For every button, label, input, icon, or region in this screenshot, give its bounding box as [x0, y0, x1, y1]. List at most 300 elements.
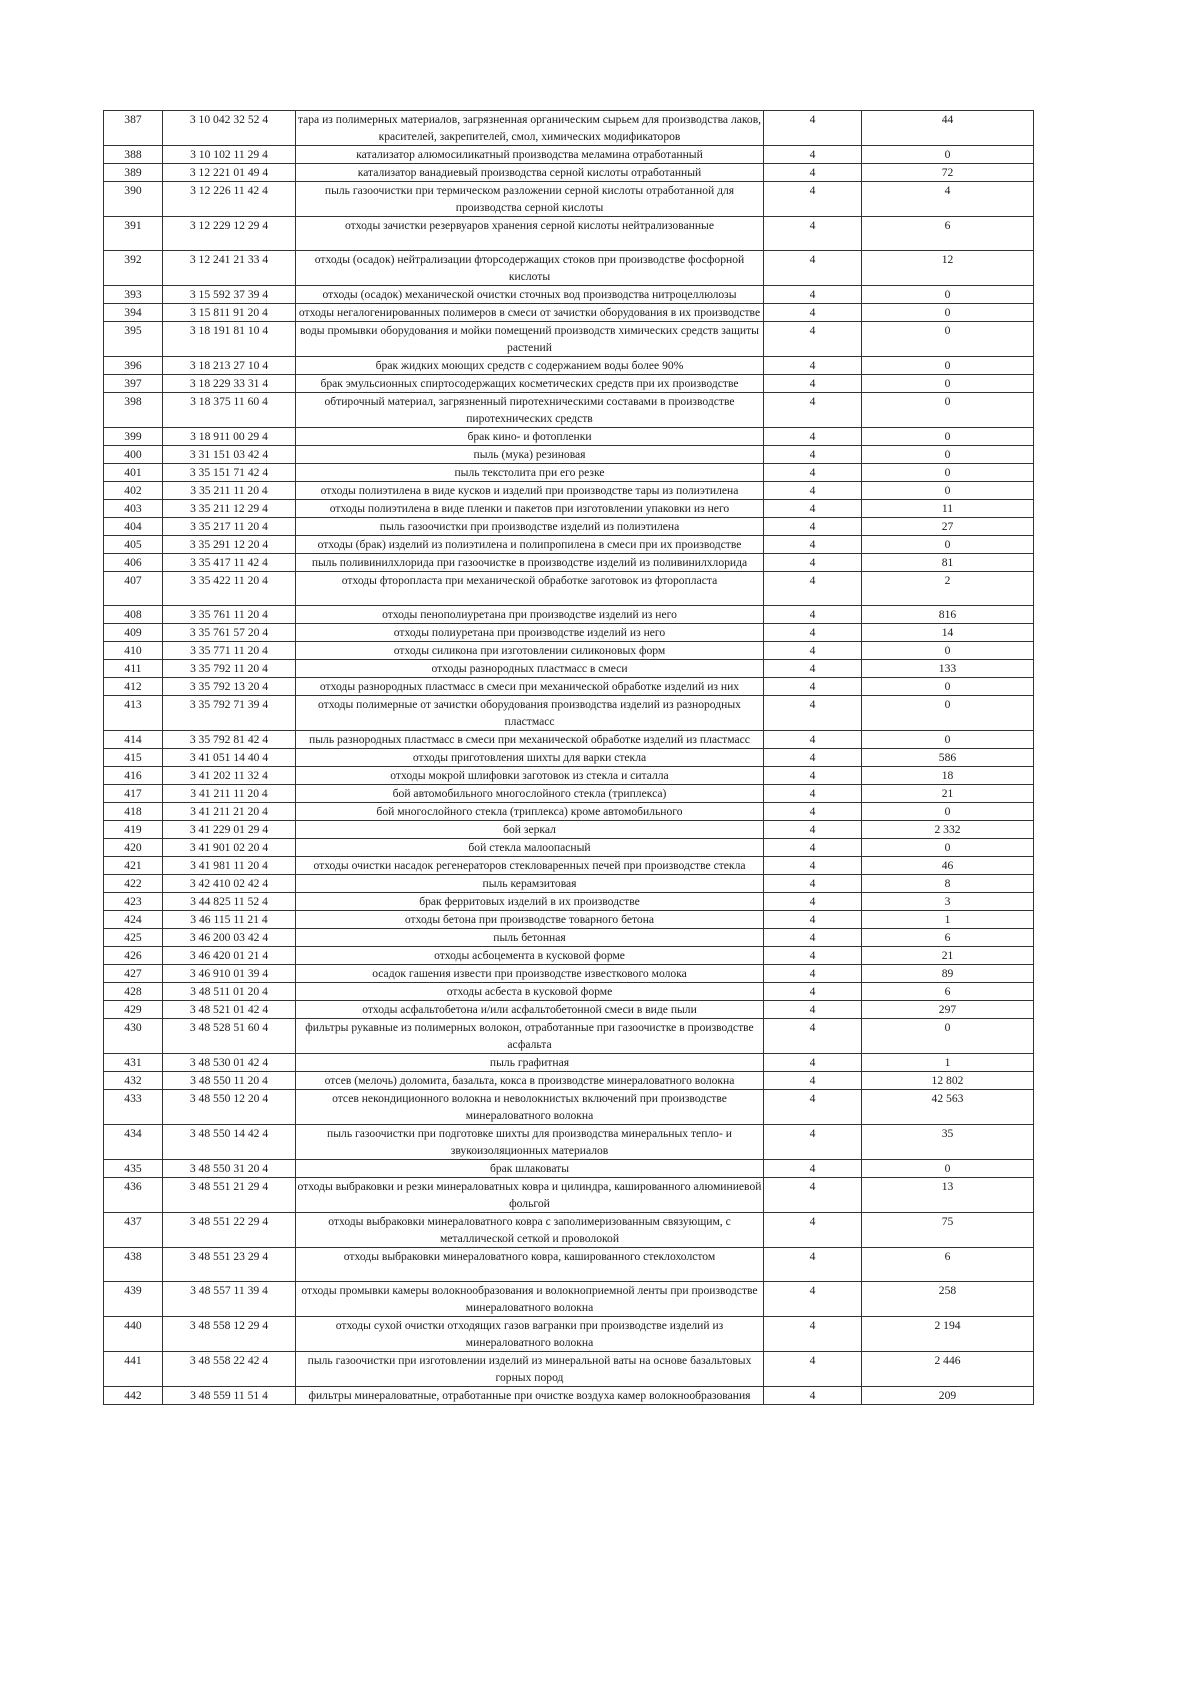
waste-name: брак жидких моющих средств с содержанием воды более 90%	[296, 357, 764, 375]
hazard-class: 4	[764, 785, 862, 803]
waste-code: 3 35 211 11 20 4	[163, 482, 296, 500]
table-row	[104, 146, 1034, 164]
hazard-class: 4	[764, 554, 862, 572]
hazard-class: 4	[764, 893, 862, 911]
table-row	[104, 911, 1034, 929]
waste-code: 3 48 550 14 42 4	[163, 1125, 296, 1160]
row-number: 392	[104, 251, 163, 286]
waste-code: 3 48 551 21 29 4	[163, 1178, 296, 1213]
table-row	[104, 857, 1034, 875]
quantity: 8	[862, 875, 1034, 893]
quantity: 0	[862, 464, 1034, 482]
hazard-class: 4	[764, 1387, 862, 1405]
waste-name: катализатор алюмосиликатный производства меламина отработанный	[296, 146, 764, 164]
table-row	[104, 785, 1034, 803]
waste-table-body	[104, 111, 1034, 1405]
waste-code: 3 48 550 11 20 4	[163, 1072, 296, 1090]
waste-code: 3 46 115 11 21 4	[163, 911, 296, 929]
waste-code: 3 18 213 27 10 4	[163, 357, 296, 375]
quantity: 13	[862, 1178, 1034, 1213]
waste-name: отходы промывки камеры волокнообразования и волокноприемной ленты при производстве минераловатного волокна	[296, 1282, 764, 1317]
quantity: 42 563	[862, 1090, 1034, 1125]
quantity: 4	[862, 182, 1034, 217]
waste-code: 3 41 202 11 32 4	[163, 767, 296, 785]
hazard-class: 4	[764, 1178, 862, 1213]
waste-name: отходы приготовления шихты для варки стекла	[296, 749, 764, 767]
hazard-class: 4	[764, 182, 862, 217]
waste-name: отходы выбраковки минераловатного ковра, кашированного стеклохолстом	[296, 1248, 764, 1282]
waste-code: 3 18 375 11 60 4	[163, 393, 296, 428]
row-number: 434	[104, 1125, 163, 1160]
waste-code: 3 48 558 12 29 4	[163, 1317, 296, 1352]
row-number: 416	[104, 767, 163, 785]
hazard-class: 4	[764, 947, 862, 965]
waste-code: 3 35 761 11 20 4	[163, 606, 296, 624]
hazard-class: 4	[764, 1317, 862, 1352]
waste-name: пыль графитная	[296, 1054, 764, 1072]
waste-name: отходы выбраковки и резки минераловатных ковра и цилиндра, кашированного алюминиевой фольгой	[296, 1178, 764, 1213]
row-number: 419	[104, 821, 163, 839]
quantity: 12	[862, 251, 1034, 286]
table-row	[104, 1282, 1034, 1317]
quantity: 258	[862, 1282, 1034, 1317]
row-number: 393	[104, 286, 163, 304]
quantity: 89	[862, 965, 1034, 983]
hazard-class: 4	[764, 146, 862, 164]
table-row	[104, 965, 1034, 983]
waste-code: 3 35 417 11 42 4	[163, 554, 296, 572]
row-number: 412	[104, 678, 163, 696]
waste-code: 3 35 761 57 20 4	[163, 624, 296, 642]
waste-code: 3 41 981 11 20 4	[163, 857, 296, 875]
row-number: 440	[104, 1317, 163, 1352]
waste-name: брак ферритовых изделий в их производстве	[296, 893, 764, 911]
hazard-class: 4	[764, 464, 862, 482]
hazard-class: 4	[764, 606, 862, 624]
quantity: 2 446	[862, 1352, 1034, 1387]
quantity: 0	[862, 731, 1034, 749]
row-number: 421	[104, 857, 163, 875]
table-row	[104, 322, 1034, 357]
table-row	[104, 554, 1034, 572]
waste-code: 3 18 191 81 10 4	[163, 322, 296, 357]
waste-code: 3 41 211 11 20 4	[163, 785, 296, 803]
row-number: 404	[104, 518, 163, 536]
table-row	[104, 304, 1034, 322]
quantity: 12 802	[862, 1072, 1034, 1090]
hazard-class: 4	[764, 1054, 862, 1072]
waste-name: осадок гашения извести при производстве известкового молока	[296, 965, 764, 983]
waste-name: пыль газоочистки при производстве изделий из полиэтилена	[296, 518, 764, 536]
table-row	[104, 749, 1034, 767]
hazard-class: 4	[764, 821, 862, 839]
waste-code: 3 48 521 01 42 4	[163, 1001, 296, 1019]
quantity: 6	[862, 1248, 1034, 1282]
table-row	[104, 572, 1034, 606]
waste-name: отходы полиэтилена в виде пленки и пакетов при изготовлении упаковки из него	[296, 500, 764, 518]
row-number: 396	[104, 357, 163, 375]
quantity: 0	[862, 428, 1034, 446]
hazard-class: 4	[764, 111, 862, 146]
row-number: 427	[104, 965, 163, 983]
table-row	[104, 518, 1034, 536]
table-row	[104, 624, 1034, 642]
hazard-class: 4	[764, 500, 862, 518]
waste-code: 3 48 558 22 42 4	[163, 1352, 296, 1387]
waste-name: брак кино- и фотопленки	[296, 428, 764, 446]
row-number: 429	[104, 1001, 163, 1019]
waste-code: 3 41 229 01 29 4	[163, 821, 296, 839]
quantity: 0	[862, 322, 1034, 357]
hazard-class: 4	[764, 304, 862, 322]
row-number: 410	[104, 642, 163, 660]
quantity: 0	[862, 146, 1034, 164]
table-row	[104, 464, 1034, 482]
quantity: 0	[862, 375, 1034, 393]
row-number: 426	[104, 947, 163, 965]
table-row	[104, 983, 1034, 1001]
quantity: 0	[862, 1160, 1034, 1178]
row-number: 418	[104, 803, 163, 821]
waste-name: тара из полимерных материалов, загрязненная органическим сырьем для производства лаков, красителей, закрепителей, смол, химических модификаторов	[296, 111, 764, 146]
waste-code: 3 10 042 32 52 4	[163, 111, 296, 146]
hazard-class: 4	[764, 696, 862, 731]
hazard-class: 4	[764, 875, 862, 893]
row-number: 399	[104, 428, 163, 446]
table-row	[104, 536, 1034, 554]
hazard-class: 4	[764, 857, 862, 875]
waste-code: 3 46 420 01 21 4	[163, 947, 296, 965]
waste-code: 3 41 051 14 40 4	[163, 749, 296, 767]
row-number: 432	[104, 1072, 163, 1090]
waste-code: 3 46 200 03 42 4	[163, 929, 296, 947]
row-number: 442	[104, 1387, 163, 1405]
quantity: 0	[862, 839, 1034, 857]
row-number: 422	[104, 875, 163, 893]
row-number: 402	[104, 482, 163, 500]
row-number: 438	[104, 1248, 163, 1282]
waste-name: пыль газоочистки при подготовке шихты для производства минеральных тепло- и звукоизоляционных материалов	[296, 1125, 764, 1160]
hazard-class: 4	[764, 217, 862, 251]
quantity: 0	[862, 446, 1034, 464]
waste-name: отходы (осадок) механической очистки сточных вод производства нитроцеллюлозы	[296, 286, 764, 304]
table-row	[104, 375, 1034, 393]
hazard-class: 4	[764, 322, 862, 357]
waste-code: 3 46 910 01 39 4	[163, 965, 296, 983]
waste-name: отходы полиуретана при производстве изделий из него	[296, 624, 764, 642]
waste-name: отходы полиэтилена в виде кусков и изделий при производстве тары из полиэтилена	[296, 482, 764, 500]
waste-name: пыль текстолита при его резке	[296, 464, 764, 482]
row-number: 437	[104, 1213, 163, 1248]
row-number: 420	[104, 839, 163, 857]
hazard-class: 4	[764, 286, 862, 304]
waste-name: бой автомобильного многослойного стекла (триплекса)	[296, 785, 764, 803]
row-number: 431	[104, 1054, 163, 1072]
hazard-class: 4	[764, 1282, 862, 1317]
waste-name: отходы зачистки резервуаров хранения серной кислоты нейтрализованные	[296, 217, 764, 251]
waste-code: 3 35 217 11 20 4	[163, 518, 296, 536]
table-row	[104, 217, 1034, 251]
quantity: 586	[862, 749, 1034, 767]
table-row	[104, 767, 1034, 785]
waste-name: катализатор ванадиевый производства серной кислоты отработанный	[296, 164, 764, 182]
quantity: 2	[862, 572, 1034, 606]
table-row	[104, 286, 1034, 304]
waste-code: 3 10 102 11 29 4	[163, 146, 296, 164]
hazard-class: 4	[764, 393, 862, 428]
table-row	[104, 1352, 1034, 1387]
table-row	[104, 893, 1034, 911]
waste-name: отходы негалогенированных полимеров в смеси от зачистки оборудования в их производстве	[296, 304, 764, 322]
quantity: 0	[862, 286, 1034, 304]
quantity: 0	[862, 642, 1034, 660]
hazard-class: 4	[764, 1160, 862, 1178]
waste-code: 3 35 792 11 20 4	[163, 660, 296, 678]
quantity: 6	[862, 929, 1034, 947]
waste-code: 3 35 792 13 20 4	[163, 678, 296, 696]
table-row	[104, 696, 1034, 731]
waste-name: отсев некондиционного волокна и неволокнистых включений при производстве минераловатного волокна	[296, 1090, 764, 1125]
quantity: 0	[862, 803, 1034, 821]
waste-name: брак шлаковаты	[296, 1160, 764, 1178]
waste-name: отсев (мелочь) доломита, базальта, кокса в производстве минераловатного волокна	[296, 1072, 764, 1090]
row-number: 433	[104, 1090, 163, 1125]
table-row	[104, 1125, 1034, 1160]
quantity: 44	[862, 111, 1034, 146]
waste-code: 3 41 211 21 20 4	[163, 803, 296, 821]
table-row	[104, 606, 1034, 624]
row-number: 406	[104, 554, 163, 572]
table-row	[104, 660, 1034, 678]
waste-code: 3 12 229 12 29 4	[163, 217, 296, 251]
hazard-class: 4	[764, 482, 862, 500]
waste-name: отходы бетона при производстве товарного бетона	[296, 911, 764, 929]
waste-name: отходы фторопласта при механической обработке заготовок из фторопласта	[296, 572, 764, 606]
row-number: 414	[104, 731, 163, 749]
quantity: 6	[862, 983, 1034, 1001]
row-number: 435	[104, 1160, 163, 1178]
waste-name: отходы сухой очистки отходящих газов вагранки при производстве изделий из минераловатного волокна	[296, 1317, 764, 1352]
table-row	[104, 929, 1034, 947]
waste-name: отходы (осадок) нейтрализации фторсодержащих стоков при производстве фосфорной кислоты	[296, 251, 764, 286]
hazard-class: 4	[764, 1019, 862, 1054]
row-number: 395	[104, 322, 163, 357]
table-row	[104, 678, 1034, 696]
row-number: 394	[104, 304, 163, 322]
table-row	[104, 1248, 1034, 1282]
waste-name: пыль газоочистки при изготовлении изделий из минеральной ваты на основе базальтовых горных пород	[296, 1352, 764, 1387]
table-row	[104, 1019, 1034, 1054]
waste-code: 3 48 550 12 20 4	[163, 1090, 296, 1125]
waste-name: брак эмульсионных спиртосодержащих косметических средств при их производстве	[296, 375, 764, 393]
quantity: 75	[862, 1213, 1034, 1248]
row-number: 439	[104, 1282, 163, 1317]
hazard-class: 4	[764, 624, 862, 642]
table-row	[104, 731, 1034, 749]
hazard-class: 4	[764, 518, 862, 536]
hazard-class: 4	[764, 251, 862, 286]
table-row	[104, 164, 1034, 182]
row-number: 413	[104, 696, 163, 731]
hazard-class: 4	[764, 375, 862, 393]
table-row	[104, 500, 1034, 518]
table-row	[104, 1213, 1034, 1248]
quantity: 0	[862, 1019, 1034, 1054]
hazard-class: 4	[764, 983, 862, 1001]
row-number: 430	[104, 1019, 163, 1054]
quantity: 46	[862, 857, 1034, 875]
row-number: 425	[104, 929, 163, 947]
table-row	[104, 1001, 1034, 1019]
quantity: 209	[862, 1387, 1034, 1405]
hazard-class: 4	[764, 749, 862, 767]
table-row	[104, 947, 1034, 965]
row-number: 441	[104, 1352, 163, 1387]
waste-name: отходы очистки насадок регенераторов стекловаренных печей при производстве стекла	[296, 857, 764, 875]
waste-code: 3 12 221 01 49 4	[163, 164, 296, 182]
hazard-class: 4	[764, 965, 862, 983]
waste-code: 3 12 226 11 42 4	[163, 182, 296, 217]
row-number: 417	[104, 785, 163, 803]
waste-code: 3 48 511 01 20 4	[163, 983, 296, 1001]
quantity: 3	[862, 893, 1034, 911]
waste-name: пыль газоочистки при термическом разложении серной кислоты отработанной для производства серной кислоты	[296, 182, 764, 217]
hazard-class: 4	[764, 357, 862, 375]
table-row	[104, 1072, 1034, 1090]
hazard-class: 4	[764, 642, 862, 660]
waste-code: 3 35 792 71 39 4	[163, 696, 296, 731]
waste-name: отходы мокрой шлифовки заготовок из стекла и ситалла	[296, 767, 764, 785]
waste-code: 3 44 825 11 52 4	[163, 893, 296, 911]
quantity: 1	[862, 1054, 1034, 1072]
waste-name: фильтры минераловатные, отработанные при очистке воздуха камер волокнообразования	[296, 1387, 764, 1405]
table-row	[104, 428, 1034, 446]
waste-table	[103, 110, 1034, 1405]
hazard-class: 4	[764, 536, 862, 554]
table-row	[104, 1178, 1034, 1213]
table-row	[104, 1160, 1034, 1178]
waste-code: 3 15 811 91 20 4	[163, 304, 296, 322]
row-number: 408	[104, 606, 163, 624]
hazard-class: 4	[764, 803, 862, 821]
table-row	[104, 251, 1034, 286]
waste-code: 3 48 559 11 51 4	[163, 1387, 296, 1405]
hazard-class: 4	[764, 678, 862, 696]
quantity: 11	[862, 500, 1034, 518]
hazard-class: 4	[764, 164, 862, 182]
row-number: 391	[104, 217, 163, 251]
waste-name: отходы полимерные от зачистки оборудования производства изделий из разнородных пластмасс	[296, 696, 764, 731]
quantity: 21	[862, 785, 1034, 803]
quantity: 0	[862, 357, 1034, 375]
quantity: 27	[862, 518, 1034, 536]
hazard-class: 4	[764, 839, 862, 857]
row-number: 405	[104, 536, 163, 554]
table-row	[104, 642, 1034, 660]
waste-code: 3 35 211 12 29 4	[163, 500, 296, 518]
table-row	[104, 1317, 1034, 1352]
waste-code: 3 35 422 11 20 4	[163, 572, 296, 606]
row-number: 387	[104, 111, 163, 146]
quantity: 133	[862, 660, 1034, 678]
waste-code: 3 18 911 00 29 4	[163, 428, 296, 446]
quantity: 81	[862, 554, 1034, 572]
waste-code: 3 15 592 37 39 4	[163, 286, 296, 304]
quantity: 0	[862, 482, 1034, 500]
waste-code: 3 35 771 11 20 4	[163, 642, 296, 660]
waste-name: бой многослойного стекла (триплекса) кроме автомобильного	[296, 803, 764, 821]
row-number: 400	[104, 446, 163, 464]
waste-code: 3 35 151 71 42 4	[163, 464, 296, 482]
hazard-class: 4	[764, 929, 862, 947]
quantity: 0	[862, 536, 1034, 554]
waste-name: обтирочный материал, загрязненный пиротехническими составами в производстве пиротехнических средств	[296, 393, 764, 428]
waste-code: 3 12 241 21 33 4	[163, 251, 296, 286]
hazard-class: 4	[764, 911, 862, 929]
quantity: 2 194	[862, 1317, 1034, 1352]
row-number: 398	[104, 393, 163, 428]
waste-name: отходы разнородных пластмасс в смеси	[296, 660, 764, 678]
quantity: 297	[862, 1001, 1034, 1019]
waste-name: отходы разнородных пластмасс в смеси при механической обработке изделий из них	[296, 678, 764, 696]
waste-name: пыль поливинилхлорида при газоочистке в производстве изделий из поливинилхлорида	[296, 554, 764, 572]
row-number: 409	[104, 624, 163, 642]
waste-code: 3 48 557 11 39 4	[163, 1282, 296, 1317]
quantity: 21	[862, 947, 1034, 965]
waste-name: пыль бетонная	[296, 929, 764, 947]
table-row	[104, 357, 1034, 375]
table-row	[104, 446, 1034, 464]
hazard-class: 4	[764, 1248, 862, 1282]
table-row	[104, 393, 1034, 428]
quantity: 0	[862, 393, 1034, 428]
waste-name: бой стекла малоопасный	[296, 839, 764, 857]
hazard-class: 4	[764, 1072, 862, 1090]
row-number: 403	[104, 500, 163, 518]
quantity: 18	[862, 767, 1034, 785]
table-row	[104, 1387, 1034, 1405]
row-number: 424	[104, 911, 163, 929]
table-row	[104, 1054, 1034, 1072]
waste-code: 3 48 551 23 29 4	[163, 1248, 296, 1282]
quantity: 0	[862, 696, 1034, 731]
table-row	[104, 803, 1034, 821]
waste-code: 3 18 229 33 31 4	[163, 375, 296, 393]
quantity: 2 332	[862, 821, 1034, 839]
hazard-class: 4	[764, 1001, 862, 1019]
quantity: 72	[862, 164, 1034, 182]
hazard-class: 4	[764, 660, 862, 678]
hazard-class: 4	[764, 1125, 862, 1160]
row-number: 401	[104, 464, 163, 482]
waste-name: бой зеркал	[296, 821, 764, 839]
waste-code: 3 31 151 03 42 4	[163, 446, 296, 464]
quantity: 0	[862, 304, 1034, 322]
waste-name: пыль керамзитовая	[296, 875, 764, 893]
quantity: 1	[862, 911, 1034, 929]
waste-name: фильтры рукавные из полимерных волокон, отработанные при газоочистке в производстве асфальта	[296, 1019, 764, 1054]
waste-name: отходы выбраковки минераловатного ковра с заполимеризованным связующим, с металлической сеткой и проволокой	[296, 1213, 764, 1248]
table-row	[104, 821, 1034, 839]
waste-code: 3 41 901 02 20 4	[163, 839, 296, 857]
row-number: 428	[104, 983, 163, 1001]
waste-name: пыль (мука) резиновая	[296, 446, 764, 464]
waste-code: 3 42 410 02 42 4	[163, 875, 296, 893]
table-row	[104, 1090, 1034, 1125]
hazard-class: 4	[764, 446, 862, 464]
quantity: 0	[862, 678, 1034, 696]
table-row	[104, 839, 1034, 857]
